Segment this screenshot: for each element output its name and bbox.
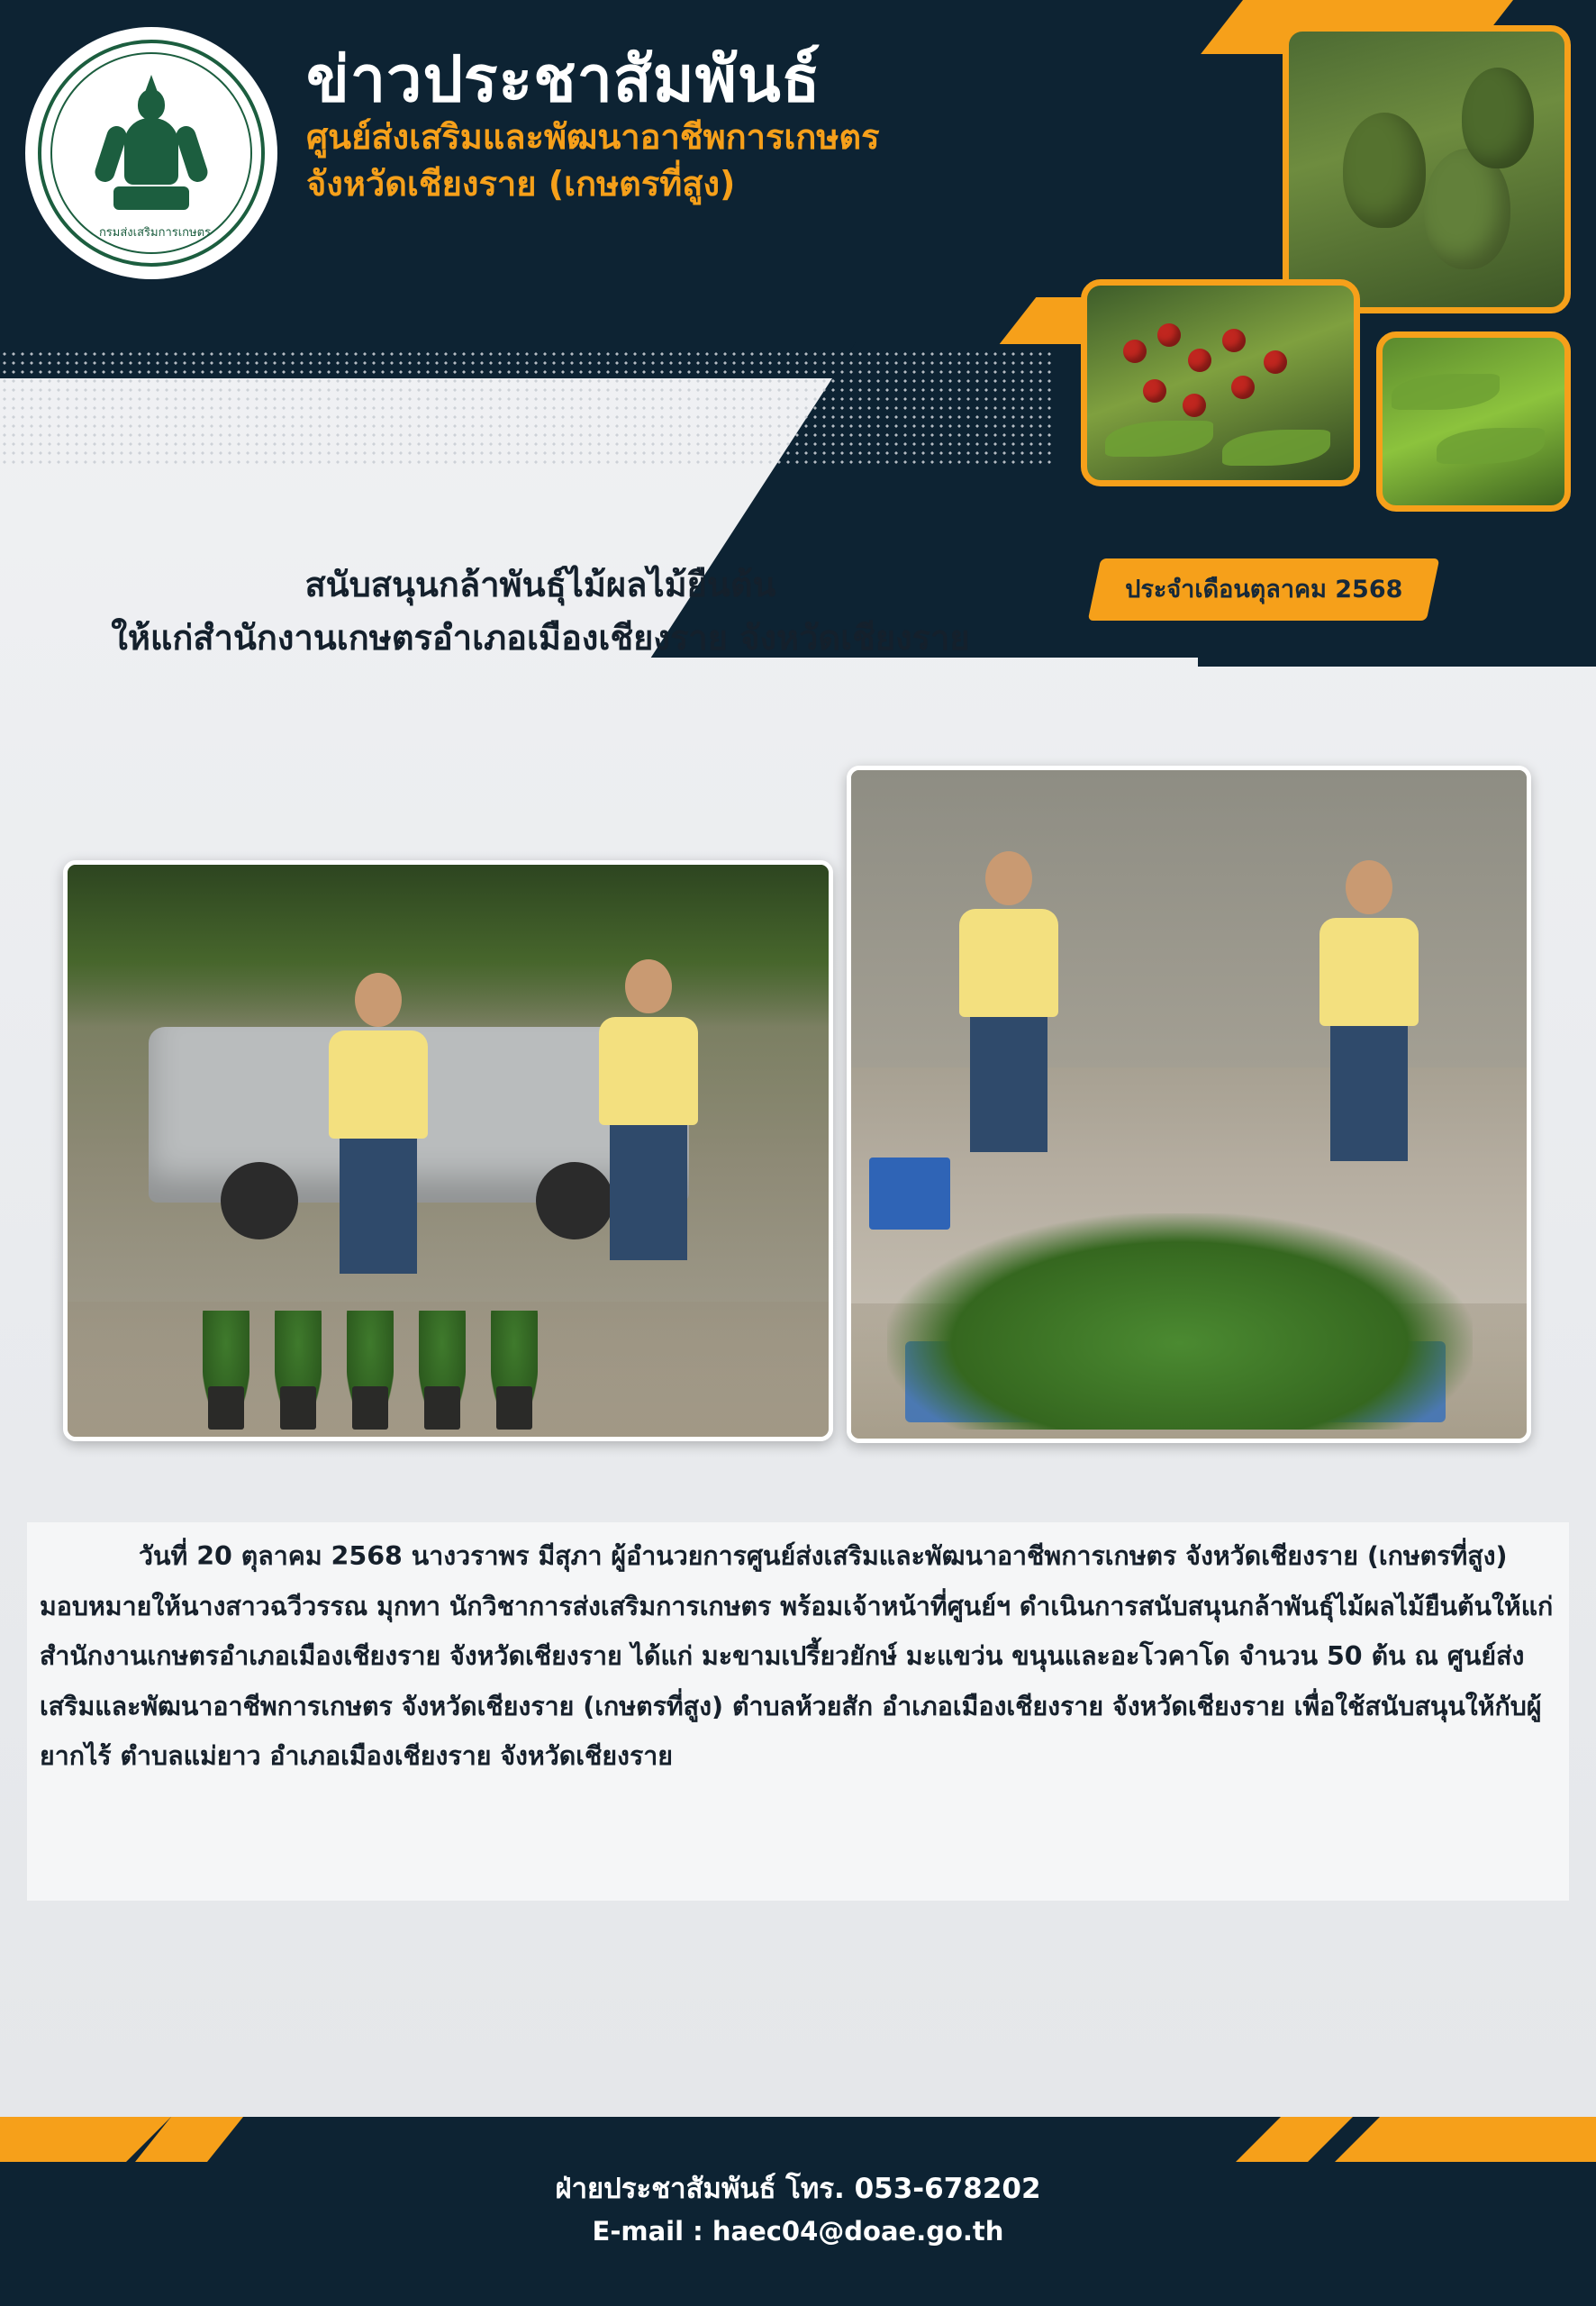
body-paragraph-text: วันที่ 20 ตุลาคม 2568 นางวราพร มีสุภา ผู้อำนวยการศูนย์ส่งเสริมและพัฒนาอาชีพการเกษตร จังหวัดเชียงราย (เกษตรที่สูง) มอบหมายให้นางสาวฉวีวรรณ มุกทา นักวิชาการส่งเสริมการเกษตร พร้อมเจ้าหน้าที่ศูนย์ฯ ดำเนินการสนับสนุนกล้าพันธุ์ไม้ผลไม้ยืนต้นให้แก่สำนักงานเกษตรอำเภอเมืองเชียงราย จังหวัดเชียงราย ได้แก่ มะขามเปรี้ยวยักษ์ มะแขว่น ขนุนและอะโวคาโด จำนวน 50 ต้น ณ ศูนย์ส่งเสริมและพัฒนาอาชีพการเกษตร จังหวัดเชียงราย (เกษตรที่สูง) ตำบลห้วยสัก อำเภอเมืองเชียงราย จังหวัดเชียงราย เพื่อใช้สนับสนุนให้กับผู้ยากไร้ ตำบลแม่ยาว อำเภอเมืองเชียงราย จังหวัดเชียงราย	[40, 1541, 1554, 1772]
department-logo	[25, 27, 277, 279]
photo-left	[63, 860, 833, 1441]
headline	[0, 558, 1081, 665]
logo-emblem	[38, 40, 265, 267]
header-subtitle-1: ศูนย์ส่งเสริมและพัฒนาอาชีพการเกษตร	[306, 116, 880, 157]
headline-line-1: สนับสนุนกล้าพันธุ์ไม้ผลไม้ยืนต้น	[304, 565, 776, 604]
body-paragraph	[40, 1531, 1562, 1782]
logo-text-bottom: กรมส่งเสริมการเกษตร	[98, 226, 212, 240]
footer-orange-accent-right-2	[1227, 2117, 1353, 2162]
coffee-cherries-photo	[1081, 279, 1360, 486]
logo-deity-icon	[97, 86, 205, 221]
avocado-photo	[1283, 25, 1571, 313]
footer-email[interactable]: E-mail : haec04@doae.go.th	[592, 2216, 1004, 2247]
footer-phone: ฝ่ายประชาสัมพันธ์ โทร. 053-678202	[555, 2173, 1041, 2205]
header-subtitle-2: จังหวัดเชียงราย (เกษตรที่สูง)	[306, 163, 736, 204]
headline-line-2: ให้แก่สำนักงานเกษตรอำเภอเมืองเชียงราย จังหวัดเชียงราย	[111, 617, 970, 658]
month-badge-label: ประจำเดือนตุลาคม 2568	[1125, 576, 1403, 604]
page-title: ข่าวประชาสัมพันธ์	[306, 42, 821, 116]
footer-orange-accent-right	[1326, 2117, 1596, 2162]
header-title-group	[306, 42, 880, 207]
dotted-texture-band	[0, 350, 1054, 467]
photo-right	[847, 766, 1531, 1443]
tea-leaves-photo	[1376, 331, 1571, 512]
footer	[0, 2117, 1596, 2306]
